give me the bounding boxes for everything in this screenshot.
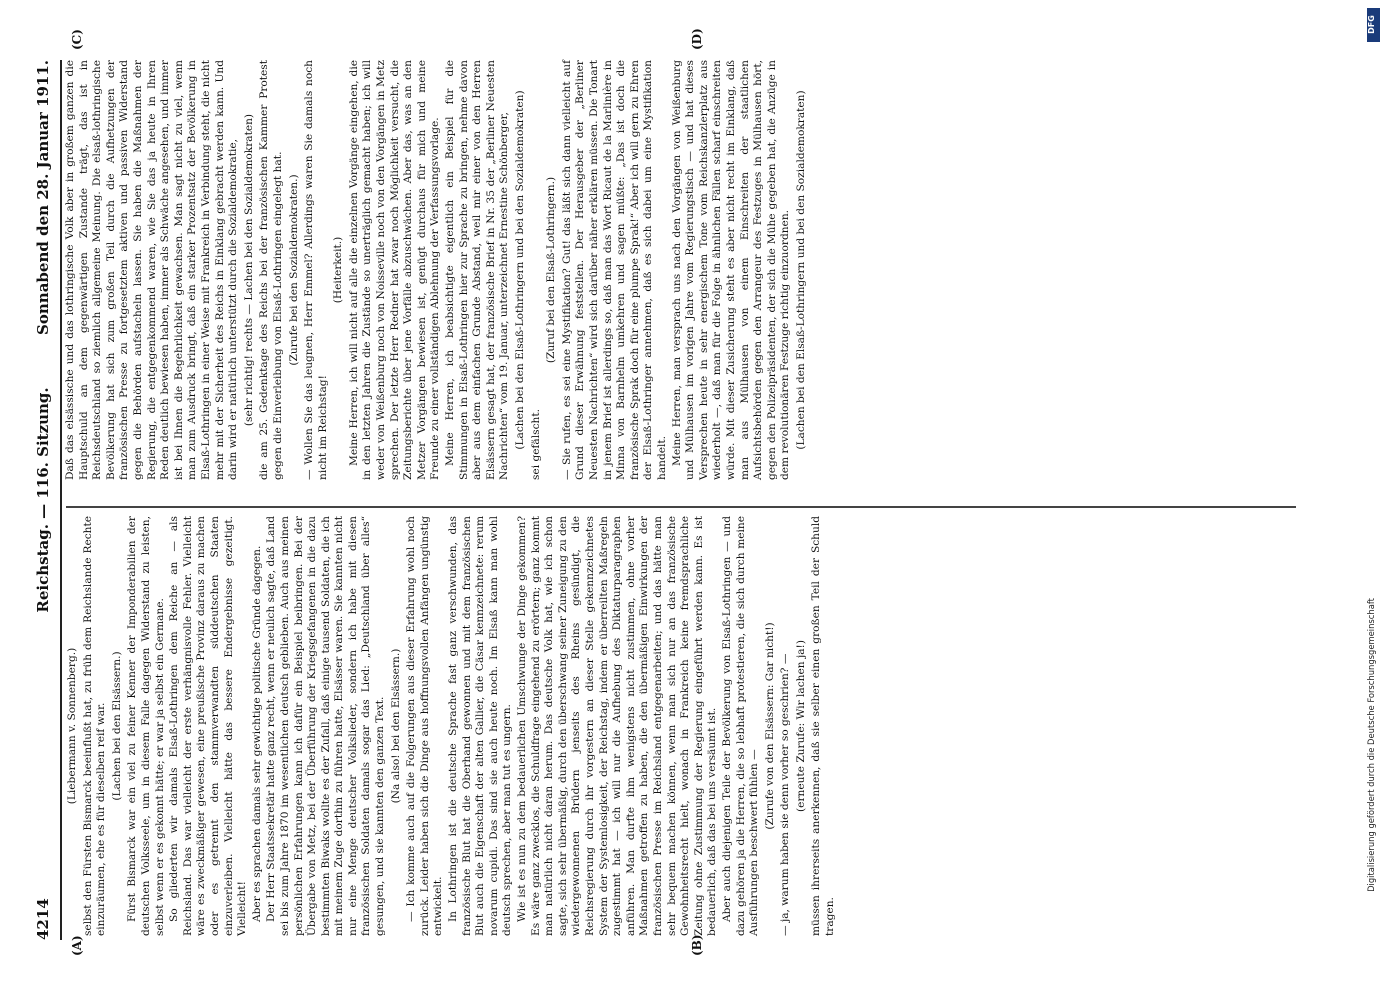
interjection: (Zuruf bei den Elsaß-Lothringern.) (545, 176, 558, 364)
interjection: (Lachen bei den Elsaß-Lothringern und bei den Sozialdemokraten) (794, 90, 807, 450)
paragraph: selbst den Fürsten Bismarck beeinflußt hat, zu früh dem Reichslande Rechte einzuräumen, ehe es für dieselben reif war. (81, 516, 108, 936)
interjection: (Lachen bei den Elsässern.) (110, 651, 123, 801)
interjection: (Lachen bei den Elsaß-Lothringern und bei den Sozialdemokraten) (514, 90, 526, 450)
funding-credit (1366, 500, 1378, 1000)
paragraph: Der Herr Staatssekretär hatte ganz recht, wenn er neulich sagte, daß Land sei bis zum Jahre 1870 im wesentlichen deutsch geblieben. Auch aus meinen persönlichen Erfahrungen kann ich dafür ein Beispiel beibringen. Bei der Übergabe von Metz, bei der Überführung der Kriegsgefangenen in die dazu bestimmten Biwaks wollte es der Zufall, daß einige tausend Soldaten, die ich mit meinem Zuge dorthin zu führen hatte, Elsässer waren. Sie kannten nicht nur eine Menge deutscher Volkslieder, sondern ich habe mit diesen französischen Soldaten damals sogar das Lied: „Deutschland über alles“ gesungen, und sie kannten den ganzen Text. (265, 516, 387, 936)
paragraph: Wie ist es nun zu dem bedauerlichen Umschwunge der Dinge gekommen? Es wäre ganz zwecklos, die Schuldfrage eingehend zu erörtern; ganz kommt man natürlich nicht daran herum. Das deutsche Volk hat, wie ich schon sagte, sich sehr übermäßig, durch den überschwang seiner Zuneigung zu den wiedergewonnenen Brüdern jenseits des Rheins gesündigt, die Reichsregierung durch ihr vorgestern an dieser Stelle gekennzeichnetes System der Systemlosigkeit, der Reichstag, indem er überreilten Maßregeln zugestimmt hat — ich will nur die Aufhebung des Diktaturparagraphen anführen. Man durfte ihm wenigstens nicht zustimmen, ohne vorher Maßnahmen getroffen zu haben, die den übermäßigen Einwirkungen der französischen Presse im Reichsland entgegenarbeiten; und das hätte man sehr bequem machen können, wenn man sich nur an das französische Gewohnheitsrecht hielt, wonach in Frankreich keine fremdsprachliche Zeitung ohne Zustimmung der Regierung eingeführt werden kann. Es ist bedauerlich, daß das bei uns versäumt ist. (516, 515, 719, 936)
paragraph: Daß das elsässische und das lothringische Volk aber in großem ganzen die Hauptschuld an dem gegenwärtigen Zustande trägt, das ist in Reichsdeutschland so ziemlich allgemeine Meinung. Die elsaß-lothringische Bevölkerung hat sich zum großen Teil durch die Aufhetzungen der französischen Presse zu fortgesetztem aktiven und passiven Widerstand gegen die Behörden aufstacheln lassen. Sie haben die Maßnahmen der Regierung, die entgegenkommend waren, wie Sie das ja heute in Ihren Reden deutlich bewiesen haben, immer als Schwäche angesehen, und immer ist bei Ihnen die Begehrlichkeit gewachsen. Man sagt nicht zu viel, wenn man zum Ausdruck bringt, daß ein starker Prozentsatz der Bevölkerung in Elsaß-Lothringen in einer Weise mit Frankreich in Verbindung steht, die nicht mehr mit der Sicherheit des Reichs in Einklang gebracht werden kann. Und darin wird er natürlich unterstützt durch die Sozialdemokratie, (64, 60, 240, 480)
paragraph: Meine Herren, ich will nicht auf alle die einzelnen Vorgänge eingehen, die in den letzten Jahren die Zustände so unerträglich gemacht haben; ich will weder von Weißenburg noch von Noisseville noch von den Vorgängen in Metz sprechen. Der letzte Herr Redner hat zwar noch Möglichkeit versucht, die Zeitungsberichte über jene Vorfälle abzuschwächen. Aber das, was an den Metzer Vorgängen bewiesen ist, genügt durchaus für mich und meine Freunde zu einer vollständigen Ablehnung der Verfassungsvorlage. (347, 60, 442, 480)
right-column (64, 60, 810, 480)
marker-c: (C) (70, 29, 84, 50)
paragraph: — ja, warum haben sie denn vorher so geschrien? — (779, 653, 792, 936)
dfg-logo: DFG (1367, 8, 1380, 42)
page-header (34, 60, 58, 940)
paragraph: müssen ihrerseits anerkennen, daß sie selber einen großen Teil der Schuld tragen. (810, 516, 837, 936)
page-title: Reichstag. — 116. Sitzung. (34, 387, 52, 613)
interjection: (Heiterkeit.) (332, 236, 345, 304)
paragraph: die am 25. Gedenktage des Reichs bei der französischen Kammer Protest gegen die Einverleibung von Elsaß-Lothringen eingelegt hat. (258, 60, 284, 480)
paragraph: Fürst Bismarck war ein viel zu feiner Kenner der Imponderabilien der deutschen Volksseele, um in diesem Falle dagegen Widerstand zu leisten, selbst wenn er es gekonnt hätte; er war ja selbst ein Germane. (126, 516, 166, 936)
column-divider (66, 506, 1296, 508)
left-column (64, 516, 839, 936)
paragraph: sei gefälscht. (529, 409, 542, 480)
page-date: Sonnabend den 28. Januar 1911. (34, 60, 52, 335)
paragraph: In Lothringen ist die deutsche Sprache fast ganz verschwunden, das französische Blut hat die Oberhand gewonnen und mit dem französischen Blut auch die Eigenschaft der alten Gallier, die Cäsar kennzeichnete: rerum novarum cupidi. Das sind sie auch heute noch. Im Elsaß kann man wohl deutsch sprechen, aber man tut es ungern. (447, 516, 514, 936)
interjection: (erneute Zurufe: Wir lachen ja!) (794, 640, 807, 812)
paragraph: So gliederten wir damals Elsaß-Lothringen dem Reiche an — als Reichsland. Das war vielleicht der erste verhängnisvolle Fehler. Vielleicht wäre es zweckmäßiger gewesen, eine preußische Provinz daraus zu machen oder es getrennt den stammverwandten süddeutschen Staaten einzuverleiben. Vielleicht hätte das bessere Endergebnisse gezeitigt. Vielleicht! (168, 516, 249, 936)
paragraph: Meine Herren, ich beabsichtigte eigentlich ein Beispiel für die Stimmungen in Elsaß-Lothringen hier zur Sprache zu bringen, nehme davon aber aus dem einfachen Grunde Abstand, weil mir einer von den Herren Elsässern gesagt hat, der französische Brief in Nr. 35 der „Berliner Neuesten Nachrichten“ vom 19. Januar, unterzeichnet Ernestine Schönberger, (444, 60, 511, 480)
paragraph: Aber es sprachen damals sehr gewichtige politische Gründe dagegen. (250, 545, 263, 922)
page-number: 4214 (34, 898, 52, 940)
paragraph: — Wollen Sie das leugnen, Herr Emmel? Allerdings waren Sie damals noch nicht im Reichstag! (303, 60, 329, 480)
header-rule (60, 60, 62, 940)
credit-text: Digitalisierung gefördert durch die Deutsche Forschungsgemeinschaft (1366, 598, 1376, 892)
marker-d: (D) (690, 28, 704, 50)
paragraph: Aber auch diejenigen Teile der Bevölkerung von Elsaß-Lothringen — und dazu gehören ja die Herren, die so lebhaft protestieren, die sich durch meine Ausführungen beschwert fühlen — (720, 516, 761, 936)
interjection: (Na also! bei den Elsässern.) (389, 648, 402, 804)
interjection: (sehr richtig! rechts — Lachen bei den Sozialdemokraten) (242, 113, 255, 427)
interjection: (Zurufe bei den Sozialdemokraten.) (287, 174, 300, 366)
interjection: (Liebermann v. Sonnenberg.) (66, 647, 78, 805)
paragraph: Meine Herren, man versprach uns nach den Vorgängen von Weißenburg und Mülhausen im vorigen Jahre vom Regierungstisch — und hat dieses Versprechen heute in sehr energischem Tone vom Reichskanzlerplatz aus wiederholt —, daß man für die Folge in ähnlichen Fällen scharf einschreiten würde. Mit dieser Zusicherung steht es aber nicht recht im Einklang, daß man aus Mülhausen von einem Einschreiten der staatlichen Aufsichtsbehörden gegen den Arrangeur des Festzuges in Mülhausen hört, gegen den Polizeipräsidenten, der sich die Mühe gegeben hat, die Anzüge in dem revolutionären Festzuge richtig einzuordnen. (670, 60, 792, 480)
interjection: (Zurufe von den Elsässern: Gar nicht!) (763, 622, 776, 830)
paragraph: — Sie rufen, es sei eine Mystifikation? Gut! das läßt sich dann vielleicht auf Grund dieser Erwähnung feststellen. Der Herausgeber der „Berliner Neuesten Nachrichten“ wird sich darüber näher erklären müssen. Die Tonart in jenem Brief ist allerdings so, daß man das Wort Ricaut de la Marlinière in Minna von Barnhelm umkehren und sagen müßte: „Das ist doch die französische Sprak doch für eine plumpe Sprak!“ Aber ich will gern zu Ehren der Elsaß-Lothringer annehmen, daß es sich dabei um eine Mystifikation handelt. (560, 60, 668, 480)
paragraph: — Ich komme auch auf die Folgerungen aus dieser Erfahrung wohl noch zurück. Leider haben sich die Dinge aus hoffnungsvollen Anfängen ungünstig entwickelt. (405, 516, 445, 936)
marker-a: (A) (70, 935, 84, 956)
marker-b: (B) (690, 934, 704, 956)
